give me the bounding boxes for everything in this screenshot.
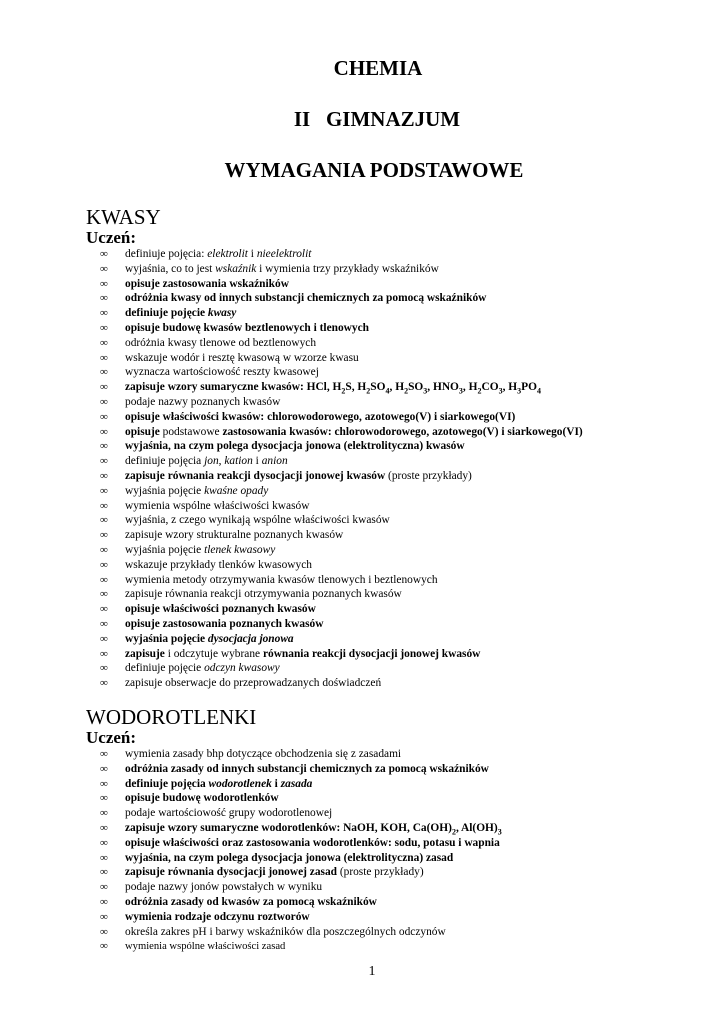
bullet-icon: ∞ — [100, 925, 108, 938]
item-text: SO — [408, 381, 424, 394]
item-text: SO — [370, 381, 386, 394]
item-text: odróżnia kwasy od innych substancji chemicznych za pomocą wskaźników — [125, 292, 487, 305]
list-item — [86, 647, 706, 662]
item-text: , H — [462, 381, 478, 394]
item-text: , H — [389, 381, 405, 394]
list-item — [86, 661, 706, 676]
item-text: określa zakres pH i barwy wskaźników dla poszczególnych odczynów — [125, 925, 446, 938]
item-text: podaje nazwy jonów powstałych w wyniku — [125, 881, 323, 894]
item-text: wymienia rodzaje odczynu roztworów — [125, 910, 310, 923]
item-text: opisuje właściwości poznanych kwasów — [125, 603, 316, 616]
item-text: zapisuje — [125, 647, 165, 660]
list-item — [86, 439, 706, 454]
item-text: (proste przykłady) — [385, 469, 472, 482]
bullet-icon: ∞ — [100, 469, 108, 482]
list-item — [86, 351, 706, 366]
bullet-icon: ∞ — [100, 307, 108, 320]
item-text: 4 — [536, 386, 541, 396]
item-text: odróżnia zasady od kwasów za pomocą wskaźników — [125, 895, 377, 908]
item-text: (proste przykłady) — [336, 866, 424, 879]
list-item — [86, 454, 706, 469]
bullet-icon: ∞ — [100, 277, 108, 290]
list-item — [86, 484, 706, 499]
bullet-icon: ∞ — [100, 248, 108, 260]
title-block — [0, 58, 724, 181]
item-text: i — [252, 455, 262, 468]
item-text: opisuje — [125, 425, 160, 438]
item-text: wymienia wspólne właściwości zasad — [125, 941, 286, 953]
list-item — [86, 395, 706, 410]
item-text: 3 — [498, 386, 503, 396]
item-text: wyjaśnia, na czym polega dysocjacja jonowa (elektrolityczna) zasad — [125, 851, 454, 864]
document-title: CHEMIA — [333, 56, 423, 80]
list-item — [86, 602, 706, 617]
section-kwasy — [86, 205, 706, 691]
bullet-icon: ∞ — [100, 484, 108, 497]
list-item — [86, 806, 706, 821]
item-text: opisuje właściwości kwasów: chlorowodorowego, azotowego(V) i siarkowego(VI) — [125, 410, 516, 423]
bullet-icon: ∞ — [100, 632, 108, 645]
item-text: odróżnia zasady od innych substancji chemicznych za pomocą wskaźników — [125, 762, 489, 775]
item-text: i — [247, 248, 257, 260]
list-item — [86, 821, 706, 836]
bullet-icon: ∞ — [100, 514, 108, 527]
item-text: odczyn kwasowy — [204, 662, 280, 675]
item-text: i wymienia trzy przykłady wskaźników — [256, 262, 439, 275]
item-text: podaje nazwy poznanych kwasów — [125, 395, 281, 408]
item-text: wskazuje wodór i resztę kwasową w wzorze kwasu — [125, 351, 359, 364]
bullet-icon: ∞ — [100, 381, 108, 394]
item-text: elektrolit — [207, 248, 248, 260]
bullet-icon: ∞ — [100, 573, 108, 586]
item-text: wyjaśnia, co to jest — [125, 262, 216, 275]
item-text: wskaźnik — [215, 262, 257, 275]
section-title: KWASY — [86, 205, 161, 229]
bullet-icon: ∞ — [100, 851, 108, 864]
item-text: zapisuje równania reakcji otrzymywania poznanych kwasów — [125, 588, 402, 601]
bullet-icon: ∞ — [100, 262, 108, 275]
item-text: anion — [261, 455, 288, 468]
item-text: wyjaśnia, na czym polega dysocjacja jonowa (elektrolityczna) kwasów — [125, 440, 465, 453]
item-text: wymienia zasady bhp dotyczące obchodzenia się z zasadami — [125, 748, 402, 760]
item-text: , — [218, 455, 225, 468]
bullet-icon: ∞ — [100, 777, 108, 790]
item-text: definiuje pojęcie — [125, 307, 208, 320]
bullet-icon: ∞ — [100, 395, 108, 408]
item-text: zapisuje wzory sumaryczne wodorotlenków: NaOH, KOH, Ca(OH) — [125, 821, 452, 834]
list-item — [86, 939, 706, 955]
list-item — [86, 587, 706, 602]
item-text: zapisuje równania reakcji dysocjacji jonowej kwasów — [125, 469, 386, 482]
bullet-icon: ∞ — [100, 866, 108, 879]
list-item — [86, 469, 706, 484]
bullet-icon: ∞ — [100, 410, 108, 423]
item-text: jon — [204, 455, 219, 468]
item-text: , Al(OH) — [455, 821, 498, 834]
list-item — [86, 558, 706, 573]
item-text: definiuje pojęcia: — [125, 248, 208, 260]
item-text: wyjaśnia pojęcie — [125, 484, 205, 497]
item-text: 4 — [385, 386, 390, 396]
bullet-icon: ∞ — [100, 881, 108, 894]
list-item — [86, 573, 706, 588]
document-subtitle: WYMAGANIA PODSTAWOWE — [224, 158, 524, 182]
bullet-icon: ∞ — [100, 792, 108, 805]
list-item — [86, 380, 706, 395]
item-text: podaje wartościowość grupy wodorotlenowej — [125, 807, 333, 820]
section-title: WODOROTLENKI — [86, 705, 257, 729]
section-subtitle: Uczeń: — [86, 228, 137, 247]
item-text: 3 — [423, 386, 428, 396]
item-text: 2 — [366, 386, 371, 396]
item-text: i odczytuje wybrane — [164, 647, 263, 660]
item-text: nieelektrolit — [256, 248, 312, 260]
bullet-icon: ∞ — [100, 677, 108, 690]
item-text: wyjaśnia pojęcie — [125, 632, 208, 645]
bullet-icon: ∞ — [100, 836, 108, 849]
item-text: PO — [521, 381, 537, 394]
section-wodorotlenki — [86, 705, 706, 955]
list-item — [86, 676, 706, 691]
item-text: zapisuje obserwacje do przeprowadzanych doświadczeń — [125, 677, 382, 690]
list-item — [86, 747, 706, 762]
item-text: 3 — [458, 386, 463, 396]
bullet-icon: ∞ — [100, 351, 108, 364]
item-text: definiuje pojęcia — [125, 455, 205, 468]
list-item — [86, 321, 706, 336]
item-text: zapisuje równania dysocjacji jonowej zasad — [125, 866, 337, 879]
item-text: wyjaśnia pojęcie — [125, 543, 205, 556]
bullet-icon: ∞ — [100, 821, 108, 834]
list-item — [86, 632, 706, 647]
bullet-icon: ∞ — [100, 321, 108, 334]
item-text: równania reakcji dysocjacji jonowej kwasów — [262, 647, 481, 660]
list-item — [86, 777, 706, 792]
bullet-icon: ∞ — [100, 895, 108, 908]
item-text: definiuje pojęcia — [125, 777, 209, 790]
bullet-icon: ∞ — [100, 440, 108, 453]
bullet-icon: ∞ — [100, 543, 108, 556]
bullet-icon: ∞ — [100, 647, 108, 660]
list-item — [86, 836, 706, 851]
list-item — [86, 895, 706, 910]
item-text: S, H — [345, 381, 367, 394]
list-item — [86, 410, 706, 425]
item-text: tlenek kwasowy — [204, 543, 276, 556]
document-grade: II GIMNAZJUM — [293, 107, 461, 131]
bullet-icon: ∞ — [100, 617, 108, 630]
bullet-icon: ∞ — [100, 529, 108, 542]
section-subtitle: Uczeń: — [86, 728, 137, 747]
bullet-icon: ∞ — [100, 603, 108, 616]
item-text: 2 — [404, 386, 409, 396]
list-item — [86, 528, 706, 543]
item-text: zastosowania kwasów: chlorowodorowego, azotowego(V) i siarkowego(VI) — [222, 425, 583, 438]
list-item — [86, 499, 706, 514]
item-text: 2 — [477, 386, 482, 396]
item-text: zasada — [280, 777, 313, 790]
item-text: wymienia wspólne właściwości kwasów — [125, 499, 310, 512]
item-text: wymienia metody otrzymywania kwasów tlenowych i beztlenowych — [125, 573, 438, 586]
item-text: kwaśne opady — [204, 484, 269, 497]
item-text: opisuje zastosowania poznanych kwasów — [125, 617, 324, 630]
list-item — [86, 617, 706, 632]
item-text: CO — [481, 381, 499, 394]
item-text: wyznacza wartościowość reszty kwasowej — [125, 366, 319, 379]
bullet-icon: ∞ — [100, 366, 108, 379]
bullet-icon: ∞ — [100, 910, 108, 923]
item-text: opisuje budowę kwasów beztlenowych i tlenowych — [125, 321, 369, 334]
list-item — [86, 513, 706, 528]
list-item — [86, 306, 706, 321]
bullet-icon: ∞ — [100, 762, 108, 775]
item-text: definiuje pojęcie — [125, 662, 205, 675]
item-text: zapisuje wzory sumaryczne kwasów: HCl, H — [125, 381, 342, 394]
item-text: kation — [224, 455, 253, 468]
list-item — [86, 277, 706, 292]
bullet-icon: ∞ — [100, 807, 108, 820]
item-text: wyjaśnia, z czego wynikają wspólne właściwości kwasów — [125, 514, 390, 527]
item-text: i — [271, 777, 281, 790]
list-item — [86, 336, 706, 351]
list-item — [86, 925, 706, 940]
list-item — [86, 291, 706, 306]
list-item — [86, 865, 706, 880]
item-text: opisuje właściwości oraz zastosowania wodorotlenków: sodu, potasu i wapnia — [125, 836, 500, 849]
item-text: wskazuje przykłady tlenków kwasowych — [125, 558, 312, 571]
bullet-icon: ∞ — [100, 336, 108, 349]
item-text: odróżnia kwasy tlenowe od beztlenowych — [125, 336, 317, 349]
list-item — [86, 247, 706, 262]
list-item — [86, 543, 706, 558]
bullet-icon: ∞ — [100, 558, 108, 571]
bullet-icon: ∞ — [100, 425, 108, 438]
item-text: , H — [502, 381, 518, 394]
item-text: dysocjacja jonowa — [207, 632, 294, 645]
item-text: zapisuje wzory strukturalne poznanych kwasów — [125, 529, 344, 542]
list-item — [86, 762, 706, 777]
item-text: 2 — [341, 386, 346, 396]
item-text: 2 — [451, 827, 456, 837]
bullet-icon: ∞ — [100, 455, 108, 468]
bullet-icon: ∞ — [100, 588, 108, 601]
bullet-icon: ∞ — [100, 940, 108, 953]
bullet-icon: ∞ — [100, 748, 108, 760]
item-text: wodorotlenek — [208, 777, 272, 790]
requirements-list — [86, 747, 706, 955]
bullet-icon: ∞ — [100, 292, 108, 305]
list-item — [86, 262, 706, 277]
bullet-icon: ∞ — [100, 662, 108, 675]
item-text: 3 — [517, 386, 522, 396]
item-text: opisuje budowę wodorotlenków — [125, 792, 279, 805]
bullet-icon: ∞ — [100, 499, 108, 512]
list-item — [86, 880, 706, 895]
item-text: 3 — [497, 827, 502, 837]
item-text: kwasy — [207, 307, 237, 320]
item-text: , HNO — [427, 381, 459, 394]
list-item — [86, 425, 706, 440]
list-item — [86, 851, 706, 866]
list-item — [86, 910, 706, 925]
list-item — [86, 791, 706, 806]
item-text: podstawowe — [159, 425, 223, 438]
item-text: opisuje zastosowania wskaźników — [125, 277, 289, 290]
list-item — [86, 365, 706, 380]
requirements-list — [86, 247, 706, 691]
page-number: 1 — [368, 964, 376, 979]
